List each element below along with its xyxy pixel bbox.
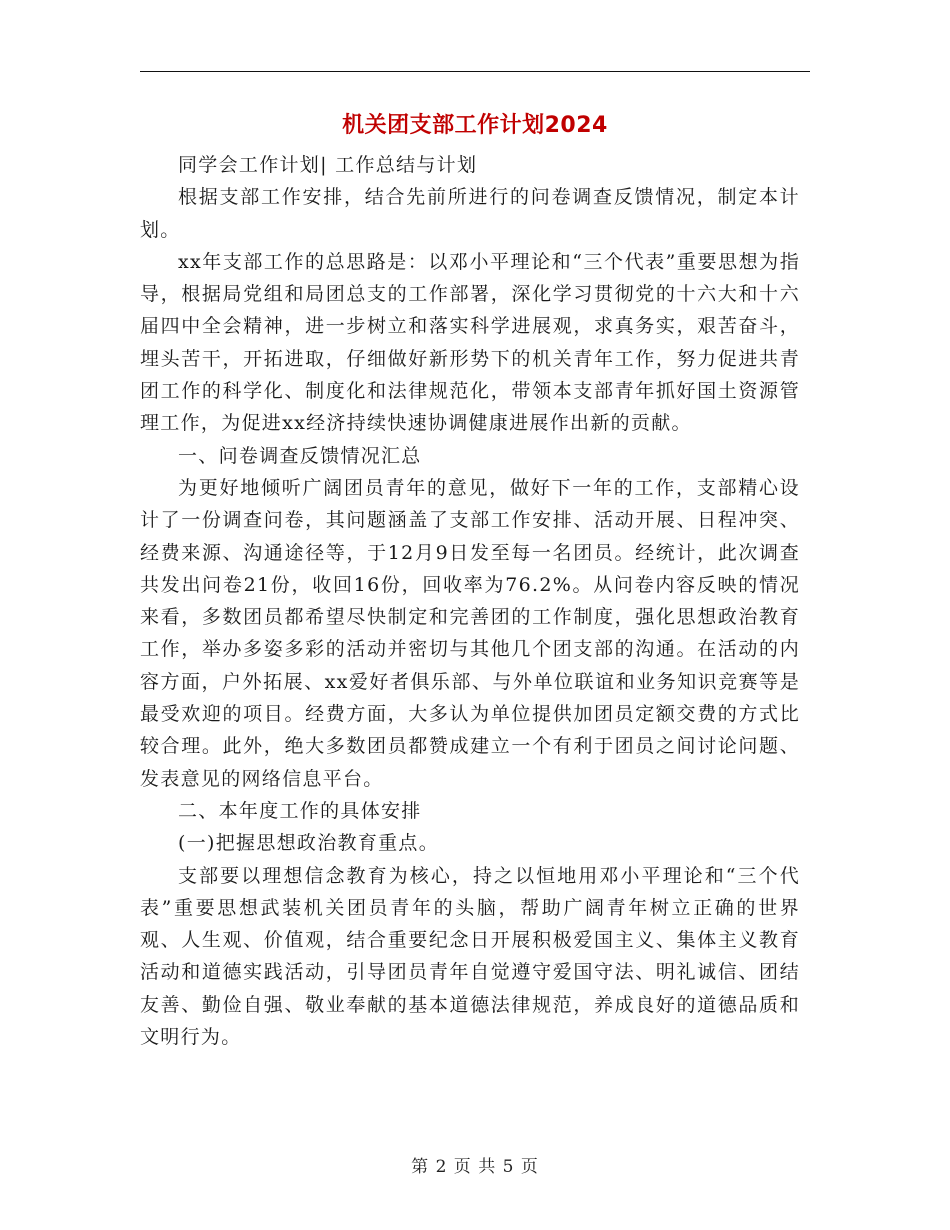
document-body — [140, 149, 800, 1053]
page-number-label: 第 2 页 共 5 页 — [411, 1157, 539, 1177]
header-rule — [140, 71, 810, 72]
page-footer — [0, 1152, 950, 1177]
document-title: 机关团支部工作计划2024 — [342, 113, 608, 138]
paragraph-general-idea: xx年支部工作的总思路是：以邓小平理论和“三个代表”重要思想为指导，根据局党组和局团总支的工作部署，深化学习贯彻党的十六大和十六届四中全会精神，进一步树立和落实科学进展观，求真务实，艰苦奋斗，埋头苦干，开拓进取，仔细做好新形势下的机关青年工作，努力促进共青团工作的科学化、制度化和法律规范化，带领本支部青年抓好国土资源管理工作，为促进xx经济持续快速协调健康进展作出新的贡献。 — [140, 250, 800, 435]
paragraph-survey-summary: 为更好地倾听广阔团员青年的意见，做好下一年的工作，支部精心设计了一份调查问卷，其问题涵盖了支部工作安排、活动开展、日程冲突、经费来源、沟通途径等，于12月9日发至每一名团员。经统计，此次调查共发出问卷21份，收回16份，回收率为76.2%。从问卷内容反映的情况来看，多数团员都希望尽快制定和完善团的工作制度，强化思想政治教育工作，举办多姿多彩的活动并密切与其他几个团支部的沟通。在活动的内容方面，户外拓展、xx爱好者俱乐部、与外单位联谊和业务知识竞赛等是最受欢迎的项目。经费方面，大多认为单位提供加团员定额交费的方式比较合理。此外，绝大多数团员都赞成建立一个有利于团员之间讨论问题、发表意见的网络信息平台。 — [140, 476, 800, 790]
section-heading-survey: 一、问卷调查反馈情况汇总 — [178, 444, 422, 467]
subsection-heading-ideology: (一)把握思想政治教育重点。 — [178, 832, 440, 855]
paragraph-ideology-education: 支部要以理想信念教育为核心，持之以恒地用邓小平理论和“三个代表”重要思想武装机关团员青年的头脑，帮助广阔青年树立正确的世界观、人生观、价值观，结合重要纪念日开展积极爱国主义、集体主义教育活动和道德实践活动，引导团员青年自觉遵守爱国守法、明礼诚信、团结友善、勤俭自强、敬业奉献的基本道德法律规范，养成良好的道德品质和文明行为。 — [140, 864, 800, 1049]
paragraph-subtitle: 同学会工作计划| 工作总结与计划 — [178, 154, 478, 176]
paragraph-intro: 根据支部工作安排，结合先前所进行的问卷调查反馈情况，制定本计划。 — [140, 186, 800, 241]
section-heading-arrangements: 二、本年度工作的具体安排 — [178, 799, 422, 822]
